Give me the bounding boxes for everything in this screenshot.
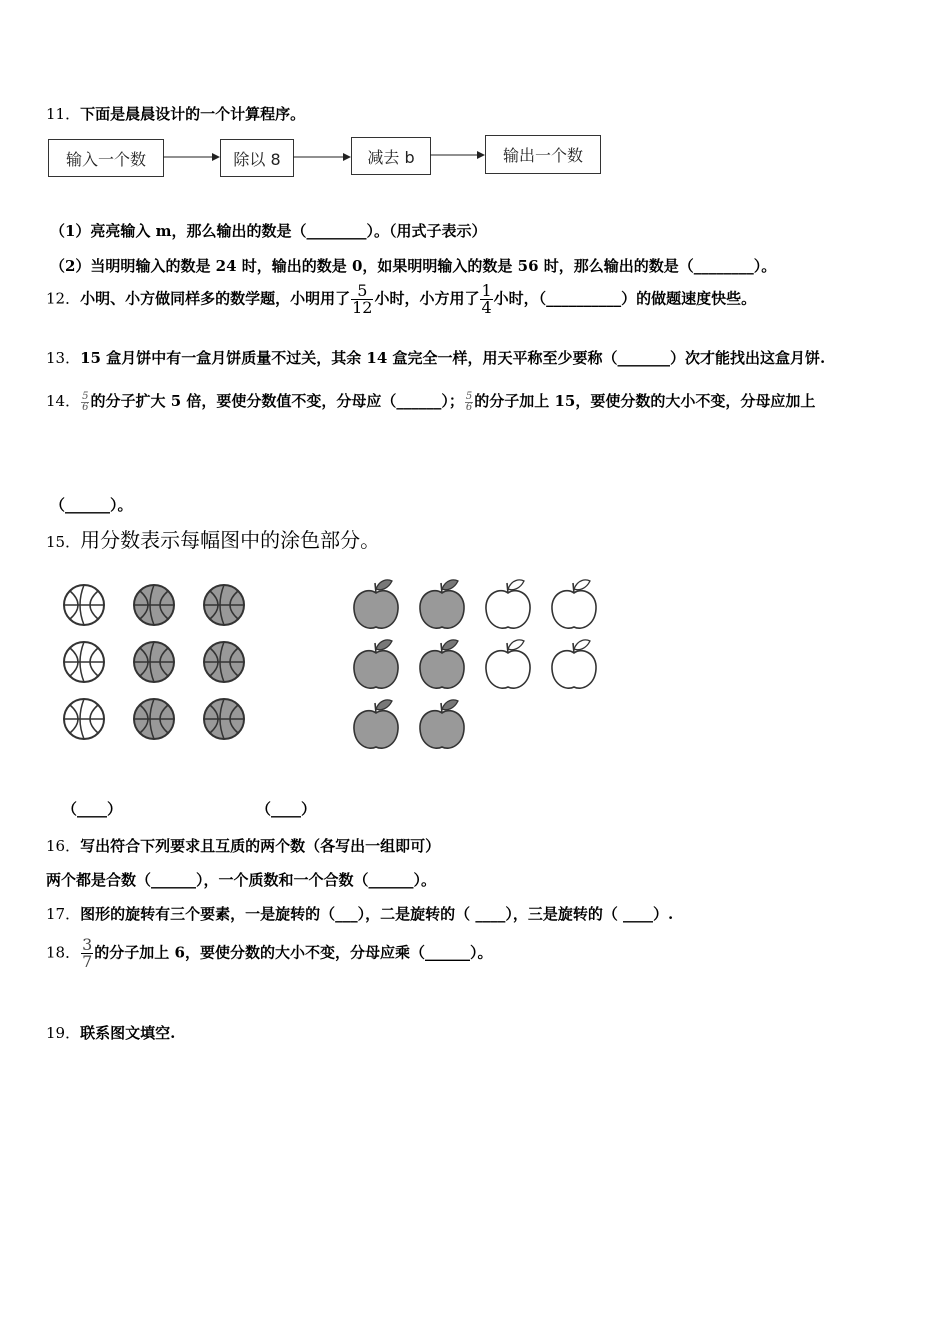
flow-box-input: 输入一个数 [48, 139, 164, 177]
q14-line-2: （______）。 [50, 496, 133, 514]
q15-blank-2: （____） [256, 800, 317, 818]
apple-8-unshaded [552, 640, 596, 688]
basketball-9-shaded [204, 699, 244, 739]
q18-fraction-denominator: 7 [82, 952, 93, 971]
q12-fraction-1-denominator: 12 [352, 298, 373, 317]
q14-number: 14． [46, 392, 81, 410]
q12-text-1: 小明、小方做同样多的数学题，小明用了 [80, 289, 351, 308]
q11-text: 下面是晨晨设计的一个计算程序。 [80, 105, 306, 123]
q15-text: 用分数表示每幅图中的涂色部分。 [80, 528, 381, 552]
basketball-3-shaded [204, 585, 244, 625]
q14-fraction-1 [81, 392, 89, 413]
q18-text: 的分子加上 6，要使分数的大小不变，分母应乘（______）。 [94, 943, 493, 962]
q12-fraction-2 [480, 283, 492, 316]
apple-1-shaded [354, 580, 398, 628]
q14-fraction-2-numerator: 5 [465, 390, 473, 402]
q16-text: 写出符合下列要求且互质的两个数（各写出一组即可） [80, 837, 441, 855]
q19-number: 19． [46, 1024, 81, 1042]
basketball-1-unshaded [64, 585, 104, 625]
q12-line [46, 283, 756, 316]
q12-fraction-1 [351, 283, 373, 316]
flow-arrows [0, 0, 950, 200]
q13-number: 13． [46, 349, 81, 367]
q11-sub2: （2）当明明输入的数是 24 时，输出的数是 0，如果明明输入的数是 56 时，那么输出的数是（________）。 [50, 257, 777, 275]
q15-number: 15． [46, 533, 81, 551]
apple-7-unshaded [486, 640, 530, 688]
q15-title [46, 524, 380, 553]
q16-title [46, 835, 440, 856]
q18-fraction-numerator: 3 [82, 935, 93, 954]
q19-text: 联系图文填空. [80, 1024, 176, 1042]
apple-2-shaded [420, 580, 464, 628]
apple-3-unshaded [486, 580, 530, 628]
q12-number: 12． [46, 289, 81, 308]
q12-fraction-2-numerator: 1 [481, 281, 492, 300]
basketball-8-shaded [134, 699, 174, 739]
flow-box-subtract: 减去 b [351, 137, 431, 175]
q19-line [46, 1022, 175, 1043]
q14-line [46, 390, 815, 413]
flow-box-output: 输出一个数 [485, 135, 601, 174]
basketball-4-unshaded [64, 642, 104, 682]
q15-blank-1: （____） [62, 800, 123, 818]
apple-5-shaded [354, 640, 398, 688]
q17-number: 17． [46, 905, 81, 923]
q14-fraction-1-denominator: 6 [82, 401, 89, 413]
q11-number: 11． [46, 105, 81, 123]
q18-fraction [81, 937, 93, 970]
q12-text-3: 小时，（__________）的做题速度快些。 [493, 289, 757, 308]
q13-line [46, 347, 825, 368]
q14-fraction-2 [465, 392, 473, 413]
basketball-6-shaded [204, 642, 244, 682]
q16-line: 两个都是合数（______），一个质数和一个合数（______）。 [46, 871, 437, 889]
q18-number: 18． [46, 943, 81, 962]
apple-10-shaded [420, 700, 464, 748]
q12-fraction-1-numerator: 5 [351, 283, 373, 300]
apple-9-shaded [354, 700, 398, 748]
apple-6-shaded [420, 640, 464, 688]
basketball-2-shaded [134, 585, 174, 625]
basketball-7-unshaded [64, 699, 104, 739]
q12-text-2: 小时，小方用了 [374, 289, 480, 308]
flow-box-divide: 除以 8 [220, 139, 294, 177]
q14-text-2: 的分子加上 15，要使分数的大小不变，分母应加上 [474, 392, 816, 410]
q17-line [46, 903, 673, 924]
q17-text: 图形的旋转有三个要素，一是旋转的（___），二是旋转的（ ____），三是旋转的（ ____）. [80, 905, 674, 923]
q13-text: 15 盒月饼中有一盒月饼质量不过关，其余 14 盒完全一样，用天平称至少要称（_______）次才能找出这盒月饼. [80, 349, 826, 367]
q18-line [46, 937, 492, 970]
q11-sub1: （1）亮亮输入 m，那么输出的数是（________）。（用式子表示） [50, 222, 487, 240]
q12-fraction-2-denominator: 4 [481, 298, 492, 317]
q16-number: 16． [46, 837, 81, 855]
basketball-grid [60, 580, 260, 760]
basketball-5-shaded [134, 642, 174, 682]
q14-fraction-2-denominator: 6 [465, 401, 473, 413]
apple-4-unshaded [552, 580, 596, 628]
q14-text-1: 的分子扩大 5 倍，要使分数值不变，分母应（______）； [90, 392, 464, 410]
q14-fraction-1-numerator: 5 [82, 390, 89, 402]
apple-grid [350, 575, 610, 755]
